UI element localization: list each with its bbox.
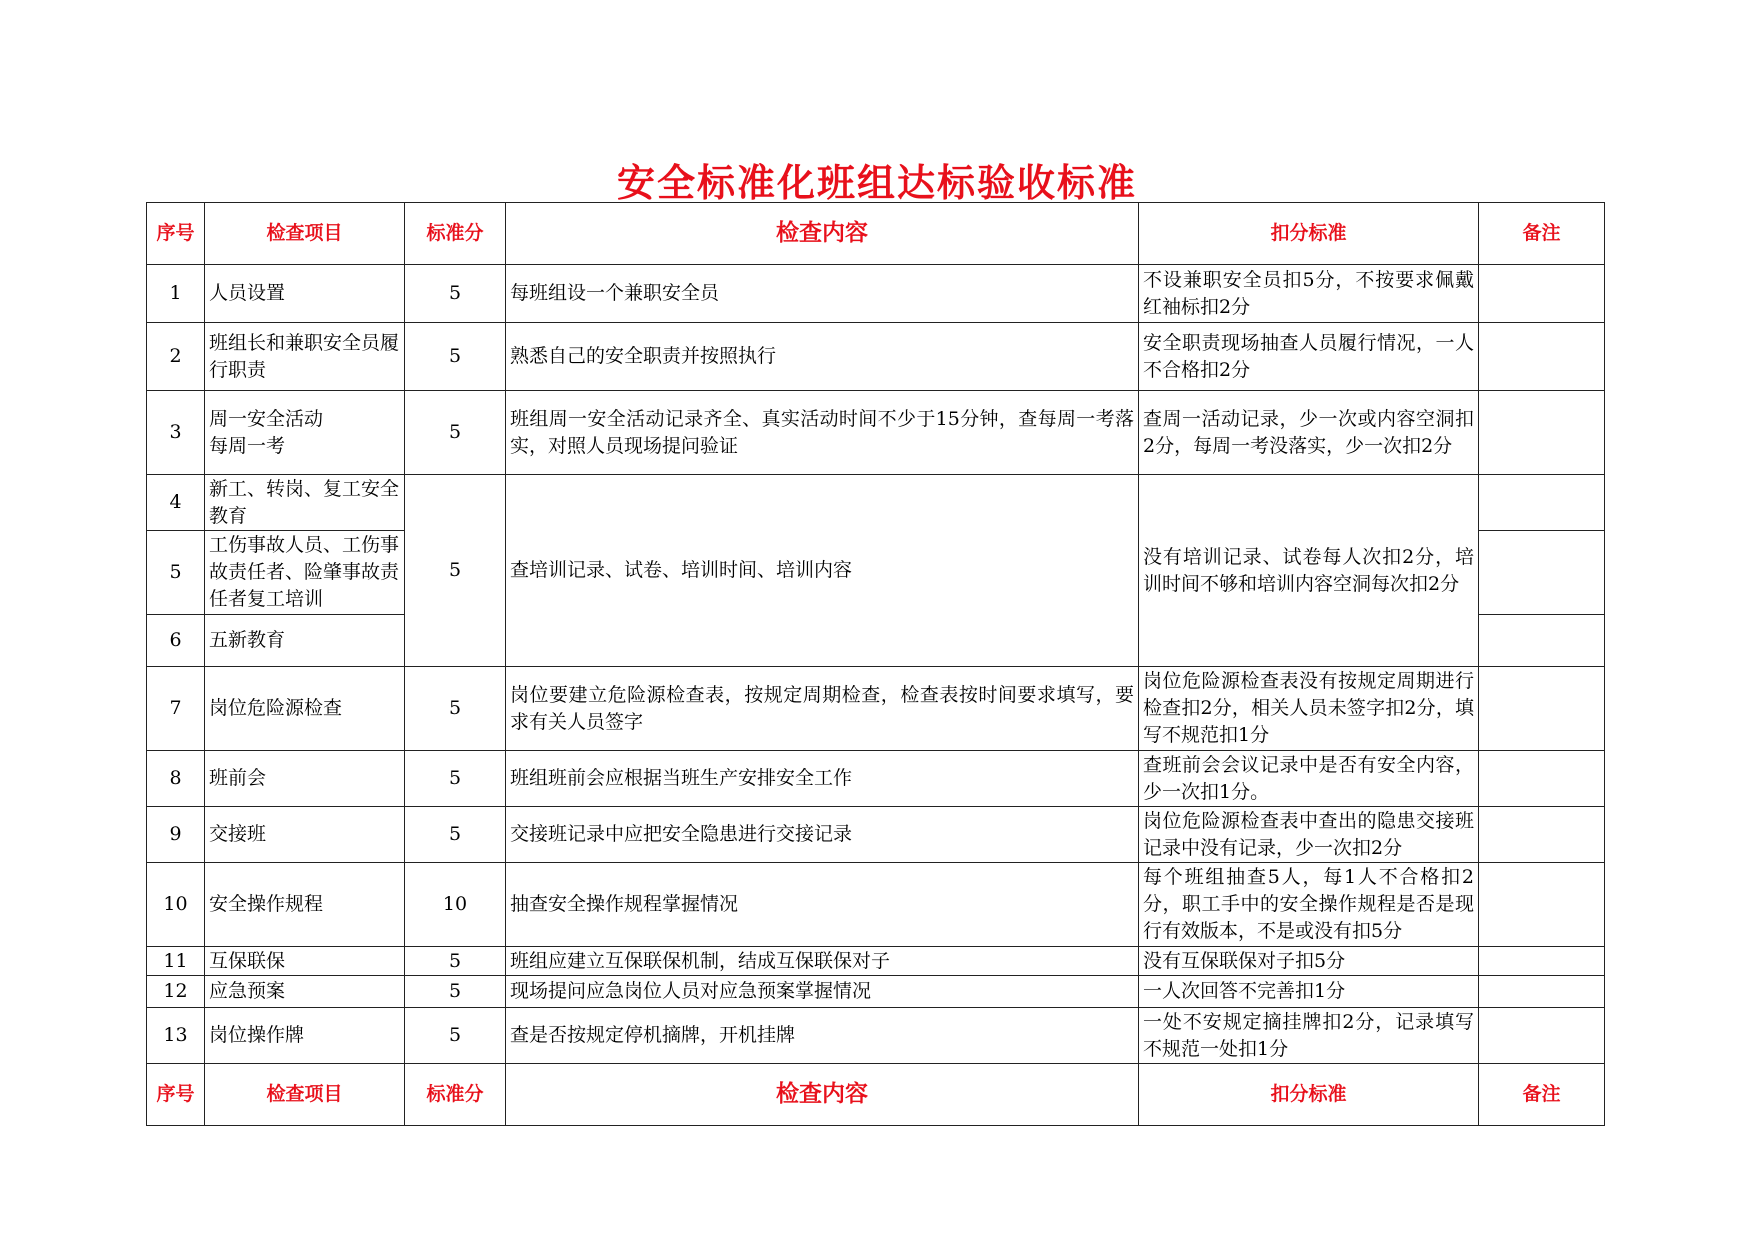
header-no: 序号 (147, 203, 205, 265)
row-score: 10 (405, 863, 506, 947)
table-row (147, 265, 1605, 323)
footer-header-score: 标准分 (405, 1064, 506, 1126)
row-deduction: 每个班组抽查5人，每1人不合格扣2分，职工手中的安全操作规程是否是现行有效版本，不是或没有扣5分 (1139, 863, 1479, 947)
row-deduction: 查周一活动记录，少一次或内容空洞扣2分，每周一考没落实，少一次扣2分 (1139, 391, 1479, 475)
table-row (147, 947, 1605, 976)
row-remark (1479, 863, 1605, 947)
row-item: 岗位危险源检查 (205, 667, 405, 751)
header-score: 标准分 (405, 203, 506, 265)
row-content: 交接班记录中应把安全隐患进行交接记录 (506, 807, 1139, 863)
row-score: 5 (405, 976, 506, 1008)
acceptance-standard-table (146, 202, 1605, 1126)
row-remark (1479, 807, 1605, 863)
table-row (147, 751, 1605, 807)
row-remark (1479, 947, 1605, 976)
row-deduction: 一处不安规定摘挂牌扣2分，记录填写不规范一处扣1分 (1139, 1008, 1479, 1064)
row-item: 班前会 (205, 751, 405, 807)
table-header-row (147, 203, 1605, 265)
row-remark (1479, 976, 1605, 1008)
row-item: 班组长和兼职安全员履行职责 (205, 323, 405, 391)
row-deduction: 岗位危险源检查表中查出的隐患交接班记录中没有记录，少一次扣2分 (1139, 807, 1479, 863)
row-deduction: 安全职责现场抽查人员履行情况，一人不合格扣2分 (1139, 323, 1479, 391)
row-no: 2 (147, 323, 205, 391)
footer-header-item: 检查项目 (205, 1064, 405, 1126)
row-deduction: 查班前会会议记录中是否有安全内容，少一次扣1分。 (1139, 751, 1479, 807)
row-no: 13 (147, 1008, 205, 1064)
table-row (147, 475, 1605, 531)
row-content: 每班组设一个兼职安全员 (506, 265, 1139, 323)
row-item: 岗位操作牌 (205, 1008, 405, 1064)
row-no: 9 (147, 807, 205, 863)
footer-header-content: 检查内容 (506, 1064, 1139, 1126)
row-deduction: 岗位危险源检查表没有按规定周期进行检查扣2分，相关人员未签字扣2分，填写不规范扣1分 (1139, 667, 1479, 751)
row-item: 互保联保 (205, 947, 405, 976)
row-no: 8 (147, 751, 205, 807)
row-deduction: 不设兼职安全员扣5分，不按要求佩戴红袖标扣2分 (1139, 265, 1479, 323)
row-item: 新工、转岗、复工安全教育 (205, 475, 405, 531)
row-content: 查是否按规定停机摘牌，开机挂牌 (506, 1008, 1139, 1064)
header-deduction: 扣分标准 (1139, 203, 1479, 265)
row-remark (1479, 265, 1605, 323)
row-remark (1479, 751, 1605, 807)
row-content: 现场提问应急岗位人员对应急预案掌握情况 (506, 976, 1139, 1008)
row-item: 人员设置 (205, 265, 405, 323)
table-row (147, 391, 1605, 475)
row-item: 交接班 (205, 807, 405, 863)
row-item: 工伤事故人员、工伤事故责任者、险肇事故责任者复工培训 (205, 531, 405, 615)
row-deduction: 没有互保联保对子扣5分 (1139, 947, 1479, 976)
row-no: 10 (147, 863, 205, 947)
row-score: 5 (405, 807, 506, 863)
header-content: 检查内容 (506, 203, 1139, 265)
row-score: 5 (405, 265, 506, 323)
row-score: 5 (405, 1008, 506, 1064)
row-content: 抽查安全操作规程掌握情况 (506, 863, 1139, 947)
row-content: 班组应建立互保联保机制，结成互保联保对子 (506, 947, 1139, 976)
header-remark: 备注 (1479, 203, 1605, 265)
table-row (147, 667, 1605, 751)
row-score: 5 (405, 323, 506, 391)
header-item: 检查项目 (205, 203, 405, 265)
footer-header-deduction: 扣分标准 (1139, 1064, 1479, 1126)
row-item: 应急预案 (205, 976, 405, 1008)
row-remark (1479, 667, 1605, 751)
row-no: 5 (147, 531, 205, 615)
row-no: 7 (147, 667, 205, 751)
row-content: 班组班前会应根据当班生产安排安全工作 (506, 751, 1139, 807)
row-remark (1479, 1008, 1605, 1064)
row-score: 5 (405, 667, 506, 751)
footer-header-remark: 备注 (1479, 1064, 1605, 1126)
row-no: 1 (147, 265, 205, 323)
row-item: 周一安全活动 每周一考 (205, 391, 405, 475)
row-score: 5 (405, 751, 506, 807)
row-content: 熟悉自己的安全职责并按照执行 (506, 323, 1139, 391)
row-score: 5 (405, 391, 506, 475)
row-item: 五新教育 (205, 615, 405, 667)
page-title: 安全标准化班组达标验收标准 (616, 161, 1137, 205)
table-footer-header-row (147, 1064, 1605, 1126)
merged-score: 5 (405, 475, 506, 667)
row-remark (1479, 391, 1605, 475)
row-remark (1479, 475, 1605, 531)
row-no: 12 (147, 976, 205, 1008)
row-remark (1479, 323, 1605, 391)
table-row (147, 976, 1605, 1008)
row-content: 岗位要建立危险源检查表，按规定周期检查，检查表按时间要求填写，要求有关人员签字 (506, 667, 1139, 751)
row-score: 5 (405, 947, 506, 976)
merged-content: 查培训记录、试卷、培训时间、培训内容 (506, 475, 1139, 667)
table-row (147, 807, 1605, 863)
row-no: 3 (147, 391, 205, 475)
table-row (147, 1008, 1605, 1064)
row-no: 11 (147, 947, 205, 976)
row-remark (1479, 531, 1605, 615)
row-content: 班组周一安全活动记录齐全、真实活动时间不少于15分钟，查每周一考落实，对照人员现场提问验证 (506, 391, 1139, 475)
row-remark (1479, 615, 1605, 667)
table-row (147, 863, 1605, 947)
table-row (147, 323, 1605, 391)
row-deduction: 一人次回答不完善扣1分 (1139, 976, 1479, 1008)
footer-header-no: 序号 (147, 1064, 205, 1126)
row-no: 4 (147, 475, 205, 531)
row-no: 6 (147, 615, 205, 667)
row-item: 安全操作规程 (205, 863, 405, 947)
merged-deduction: 没有培训记录、试卷每人次扣2分，培训时间不够和培训内容空洞每次扣2分 (1139, 475, 1479, 667)
